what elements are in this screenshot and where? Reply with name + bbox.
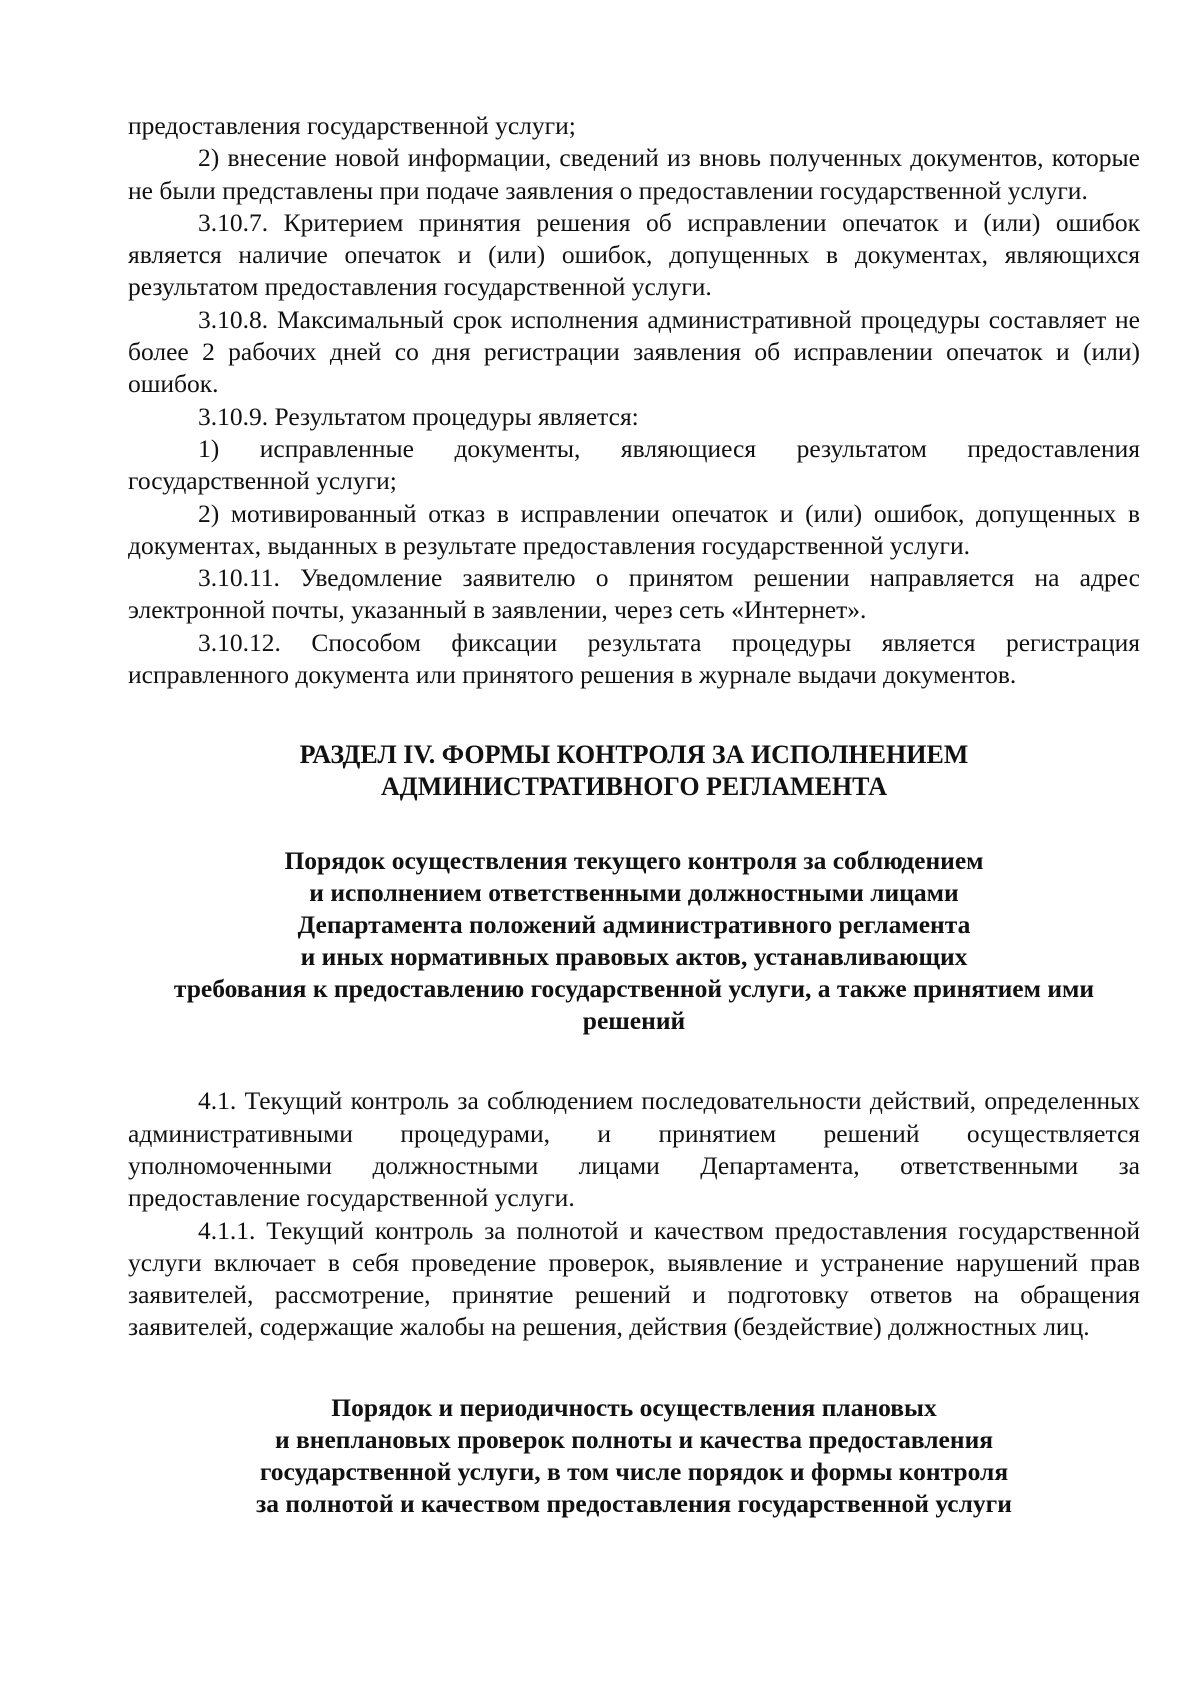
- paragraph-3-10-7: 3.10.7. Критерием принятия решения об исправлении опечаток и (или) ошибок является наличие опечаток и (или) ошибок, допущенных в документах, являющихся результатом предоставления государственной услуги.: [128, 207, 1140, 302]
- paragraph-3-10-8: 3.10.8. Максимальный срок исполнения административной процедуры составляет не более 2 рабочих дней со дня регистрации заявления об исправлении опечаток и (или) ошибок.: [128, 304, 1140, 399]
- paragraph-3-10-12: 3.10.12. Способом фиксации результата процедуры является регистрация исправленного документа или принятого решения в журнале выдачи документов.: [128, 627, 1140, 690]
- paragraph-4-1: 4.1. Текущий контроль за соблюдением последовательности действий, определенных административными процедурами, и принятием решений осуществляется уполномоченными должностными лицами Департамента, ответственными за предоставление государственной услуги.: [128, 1086, 1140, 1213]
- subsection-heading-2-line: Порядок и периодичность осуществления плановых: [331, 1392, 937, 1422]
- paragraph-continuation: предоставления государственной услуги;: [128, 111, 576, 140]
- paragraph-result-1: 1) исправленные документы, являющиеся результатом предоставления государственной услуги;: [128, 433, 1140, 496]
- section-title-line-2: АДМИНИСТРАТИВНОГО РЕГЛАМЕНТА: [381, 772, 887, 802]
- subsection-heading-2-line: государственной услуги, в том числе порядок и формы контроля: [259, 1456, 1009, 1486]
- subsection-heading-1: [128, 845, 1140, 1037]
- subsection-heading-1-line: Департамента положений административного регламента: [297, 910, 971, 940]
- subsection-heading-2-line: и внеплановых проверок полноты и качества предоставления: [274, 1424, 994, 1454]
- section-title: [128, 739, 1140, 803]
- paragraph-3-10-9: 3.10.9. Результатом процедуры является:: [198, 401, 639, 431]
- paragraph-4-1-1: 4.1.1. Текущий контроль за полнотой и качеством предоставления государственной услуги включает в себя проведение проверок, выявление и устранение нарушений прав заявителей, рассмотрение, принятие решений и подготовку ответов на обращения заявителей, содержащие жалобы на решения, действия (бездействие) должностных лиц.: [128, 1215, 1140, 1342]
- paragraph-group-4: [128, 1085, 1140, 1343]
- paragraph-result-2: 2) мотивированный отказ в исправлении опечаток и (или) ошибок, допущенных в документах, выданных в результате предоставления государственной услуги.: [128, 498, 1140, 560]
- page-content: [128, 110, 1140, 1520]
- section-title-line-1: РАЗДЕЛ IV. ФОРМЫ КОНТРОЛЯ ЗА ИСПОЛНЕНИЕМ: [299, 740, 969, 770]
- subsection-heading-1-line: требования к предоставлению государственной услуги, а также принятием ими: [173, 974, 1095, 1004]
- subsection-heading-1-line: Порядок осуществления текущего контроля за соблюдением: [284, 846, 984, 876]
- paragraph-3-10-11: 3.10.11. Уведомление заявителю о принятом решении направляется на адрес электронной почты, указанный в заявлении, через сеть «Интернет».: [128, 563, 1140, 625]
- subsection-heading-1-line: и исполнением ответственными должностными лицами: [309, 878, 959, 908]
- subsection-heading-1-line: решений: [582, 1006, 686, 1036]
- subsection-heading-2-line: за полнотой и качеством предоставления государственной услуги: [256, 1488, 1012, 1518]
- subsection-heading-2: [128, 1392, 1140, 1520]
- subsection-heading-1-line: и иных нормативных правовых актов, устанавливающих: [300, 942, 968, 972]
- paragraph-item-2: 2) внесение новой информации, сведений из вновь полученных документов, которые не были представлены при подаче заявления о предоставлении государственной услуги.: [128, 143, 1140, 205]
